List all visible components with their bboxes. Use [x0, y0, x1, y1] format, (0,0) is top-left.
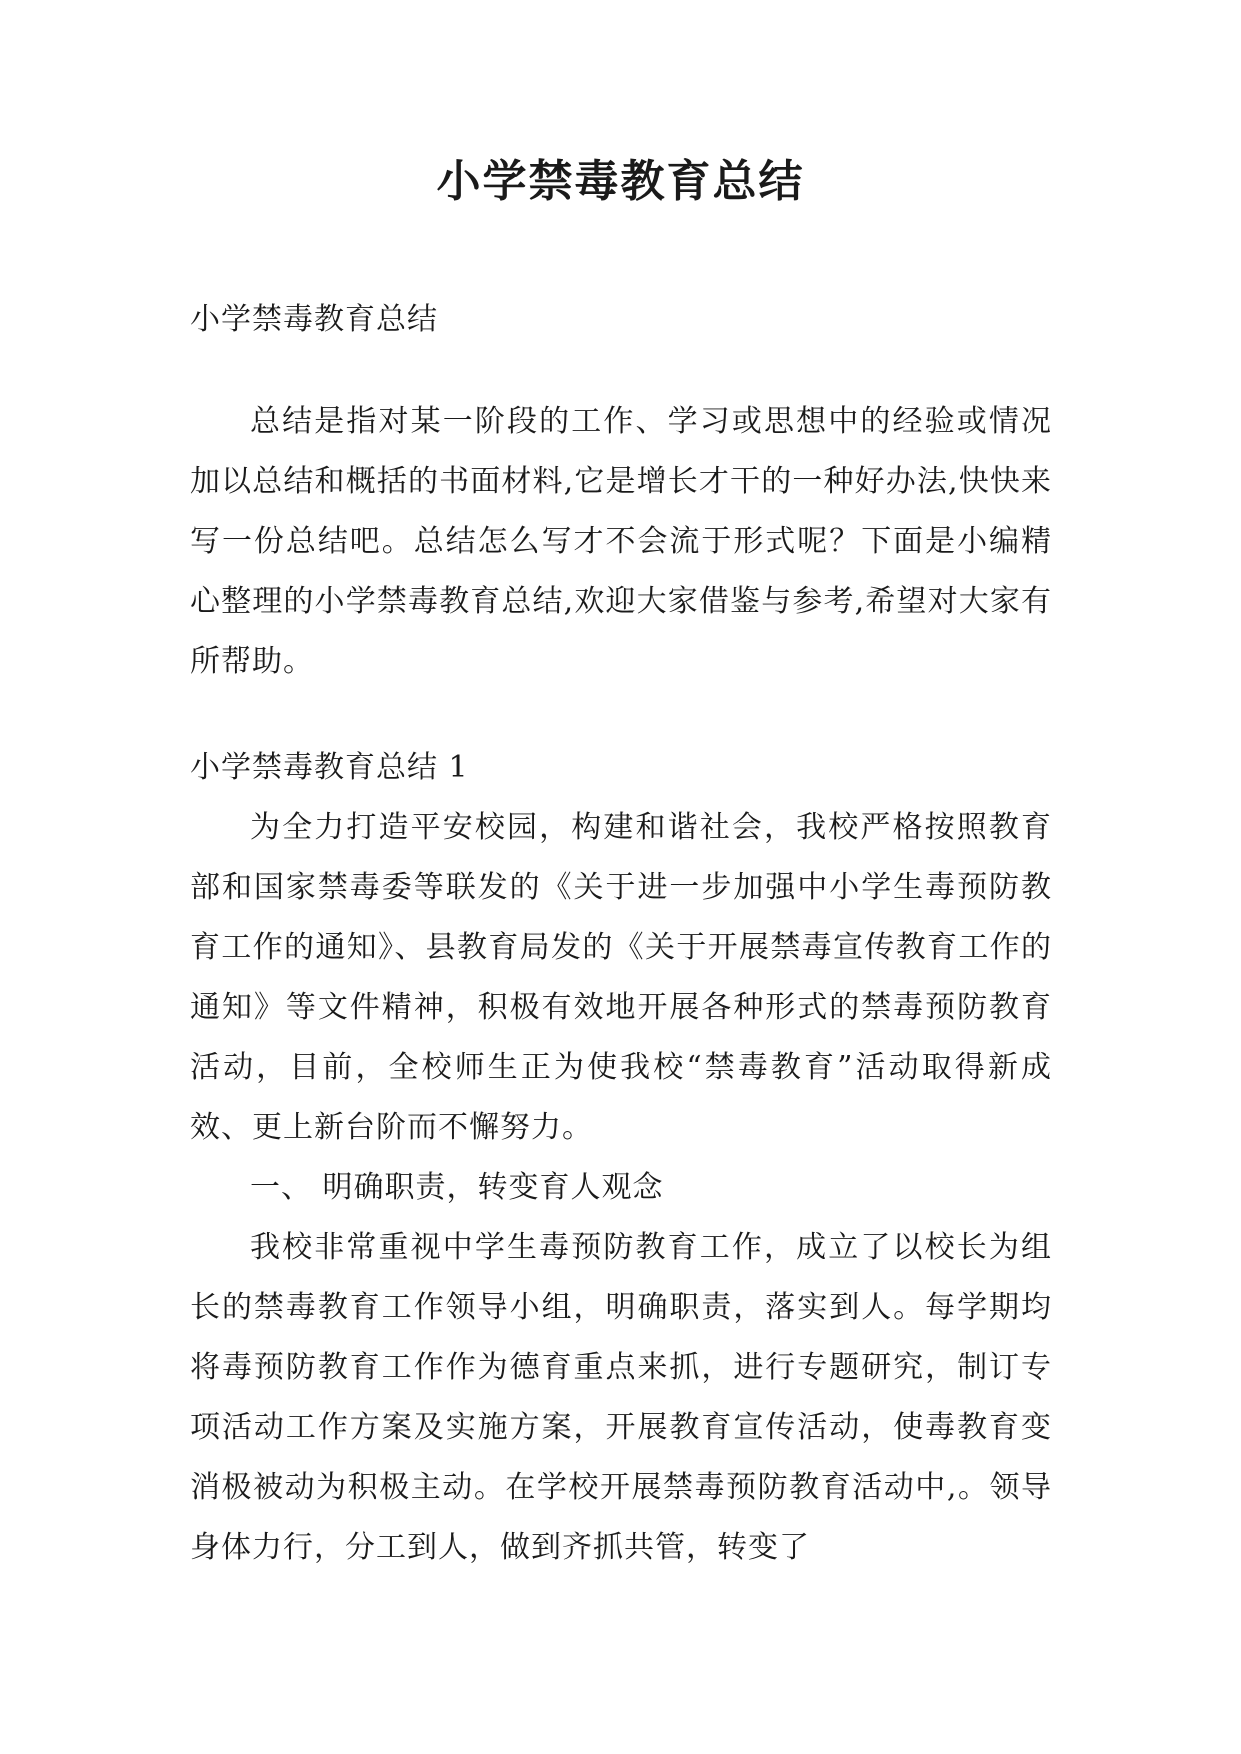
document-title: 小学禁毒教育总结: [436, 156, 805, 207]
document-body: [190, 290, 1052, 1578]
body-paragraph: 我校非常重视中学生毒预防教育工作，成立了以校长为组长的禁毒教育工作领导小组，明确职责，落实到人。每学期均将毒预防教育工作作为德育重点来抓，进行专题研究，制订专项活动工作方案及实施方案，开展教育宣传活动，使毒教育变消极被动为积极主动。在学校开展禁毒预防教育活动中,。领导身体力行，分工到人，做到齐抓共管，转变了: [190, 1230, 1052, 1565]
spacer: [190, 350, 1052, 392]
document-subtitle: 小学禁毒教育总结: [190, 302, 438, 337]
spacer: [190, 692, 1052, 738]
body-paragraph: 为全力打造平安校园，构建和谐社会，我校严格按照教育部和国家禁毒委等联发的《关于进一步加强中小学生毒预防教育工作的通知》、县教育局发的《关于开展禁毒宣传教育工作的通知》等文件精神，积极有效地开展各种形式的禁毒预防教育活动，目前，全校师生正为使我校“禁毒教育”活动取得新成效、更上新台阶而不懈努力。: [190, 810, 1052, 1145]
section-point-heading: 一、 明确职责，转变育人观念: [250, 1170, 664, 1205]
section-heading: 小学禁毒教育总结 1: [190, 750, 469, 785]
intro-paragraph: 总结是指对某一阶段的工作、学习或思想中的经验或情况加以总结和概括的书面材料,它是增长才干的一种好办法,快快来写一份总结吧。总结怎么写才不会流于形式呢？下面是小编精心整理的小学禁毒教育总结,欢迎大家借鉴与参考,希望对大家有所帮助。: [190, 404, 1052, 679]
